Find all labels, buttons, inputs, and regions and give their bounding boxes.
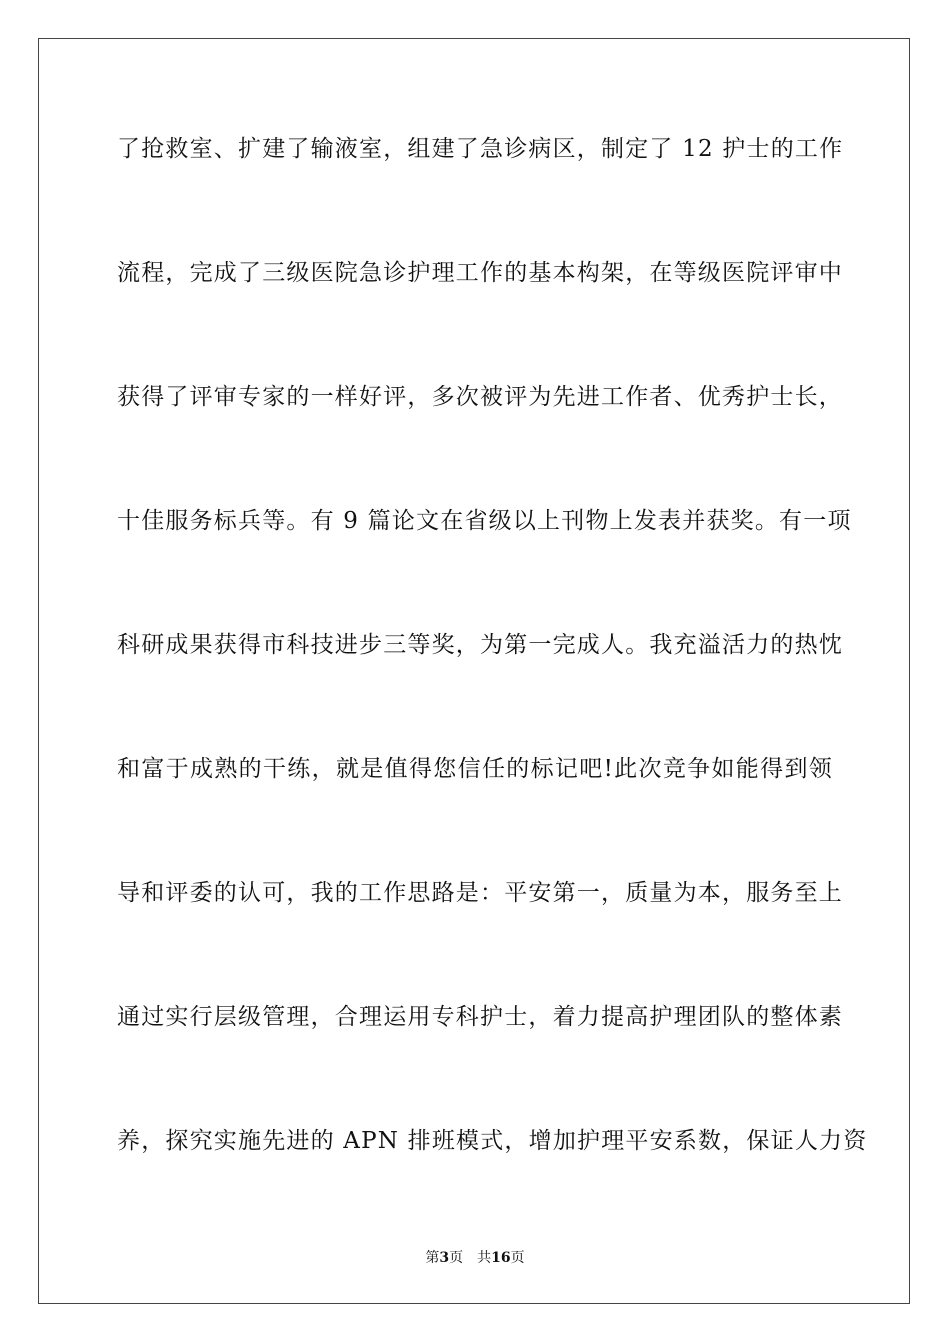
- page-footer: [0, 1247, 950, 1267]
- text-line: 了抢救室、扩建了输液室，组建了急诊病区，制定了 12 护士的工作: [117, 136, 844, 162]
- text-line: 养，探究实施先进的 APN 排班模式，增加护理平安系数，保证人力资: [117, 1128, 868, 1154]
- text-line: 导和评委的认可，我的工作思路是：平安第一，质量为本，服务至上: [117, 880, 843, 906]
- page-prefix: 第: [425, 1250, 440, 1266]
- total-pages: 16: [491, 1250, 511, 1266]
- text-line: 十佳服务标兵等。有 9 篇论文在省级以上刊物上发表并获奖。有一项: [117, 508, 852, 534]
- text-line: 流程，完成了三级医院急诊护理工作的基本构架，在等级医院评审中: [117, 260, 843, 286]
- document-body: [117, 133, 868, 1249]
- text-line: 获得了评审专家的一样好评，多次被评为先进工作者、优秀护士长，: [117, 384, 843, 410]
- text-line: 通过实行层级管理，合理运用专科护士，着力提高护理团队的整体素: [117, 1004, 843, 1030]
- total-prefix: 共: [477, 1250, 492, 1266]
- page-suffix: 页: [449, 1250, 464, 1266]
- text-line: 科研成果获得市科技进步三等奖，为第一完成人。我充溢活力的热忱: [117, 632, 843, 658]
- text-line: 和富于成熟的干练，就是值得您信任的标记吧!此次竞争如能得到领: [117, 756, 833, 782]
- page-number: 3: [439, 1250, 450, 1266]
- total-suffix: 页: [510, 1250, 525, 1266]
